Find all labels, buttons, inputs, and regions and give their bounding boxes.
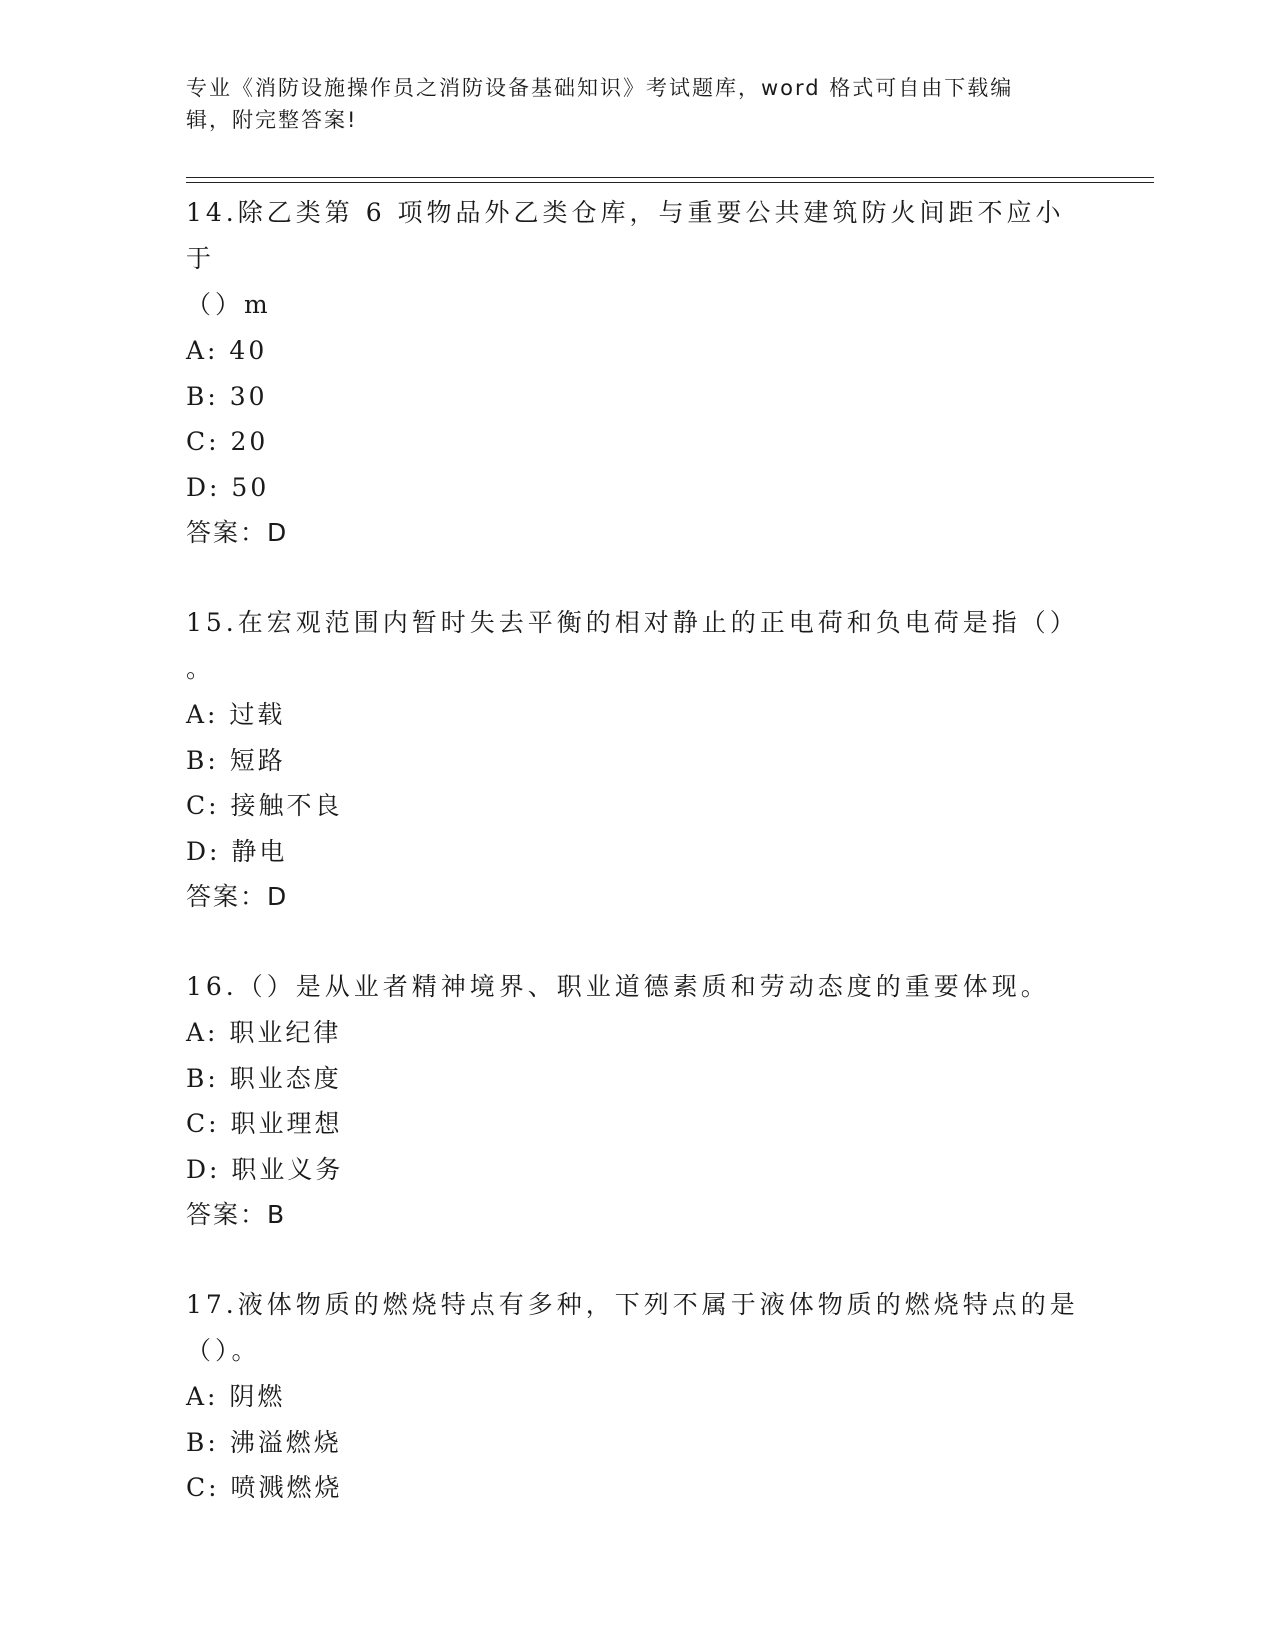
question-stem-continued: （）。 <box>186 1336 261 1365</box>
option-a: A: 阴燃 <box>186 1382 286 1411</box>
question-stem-continued: （）m <box>186 290 272 319</box>
question-14 <box>186 190 1086 555</box>
answer: 答案：D <box>186 882 289 911</box>
question-15 <box>186 600 1086 919</box>
option-d: D: 50 <box>186 472 270 502</box>
option-c: C: 喷溅燃烧 <box>186 1473 343 1502</box>
option-a: A: 40 <box>186 336 268 365</box>
question-stem: 16.（）是从业者精神境界、职业道德素质和劳动态度的重要体现。 <box>186 972 1050 1001</box>
option-b: B: 短路 <box>186 745 286 775</box>
option-b: B: 职业态度 <box>186 1063 342 1093</box>
answer: 答案：D <box>186 518 289 547</box>
header-line-1: 专业《消防设施操作员之消防设备基础知识》考试题库，word 格式可自由下载编 <box>186 76 1014 100</box>
header-line-2: 辑，附完整答案! <box>186 108 358 132</box>
question-17 <box>186 1282 1086 1511</box>
answer: 答案：B <box>186 1200 287 1229</box>
option-c: C: 20 <box>186 427 269 456</box>
question-stem: 15.在宏观范围内暂时失去平衡的相对静止的正电荷和负电荷是指（） <box>186 608 1079 637</box>
document-header <box>186 72 1066 136</box>
question-list <box>186 190 1086 1511</box>
question-stem-continued: 。 <box>186 654 216 683</box>
option-c: C: 接触不良 <box>186 791 343 820</box>
header-divider-top <box>186 177 1154 178</box>
question-16 <box>186 964 1086 1237</box>
option-a: A: 职业纪律 <box>186 1018 342 1047</box>
question-stem: 17.液体物质的燃烧特点有多种，下列不属于液体物质的燃烧特点的是 <box>186 1290 1079 1319</box>
option-c: C: 职业理想 <box>186 1109 343 1138</box>
option-b: B: 30 <box>186 381 268 411</box>
header-divider-bottom <box>186 182 1154 183</box>
option-d: D: 静电 <box>186 836 288 866</box>
question-stem: 14.除乙类第 6 项物品外乙类仓库，与重要公共建筑防火间距不应小于 <box>186 198 1065 273</box>
option-b: B: 沸溢燃烧 <box>186 1427 342 1457</box>
option-d: D: 职业义务 <box>186 1154 344 1184</box>
option-a: A: 过载 <box>186 700 286 729</box>
